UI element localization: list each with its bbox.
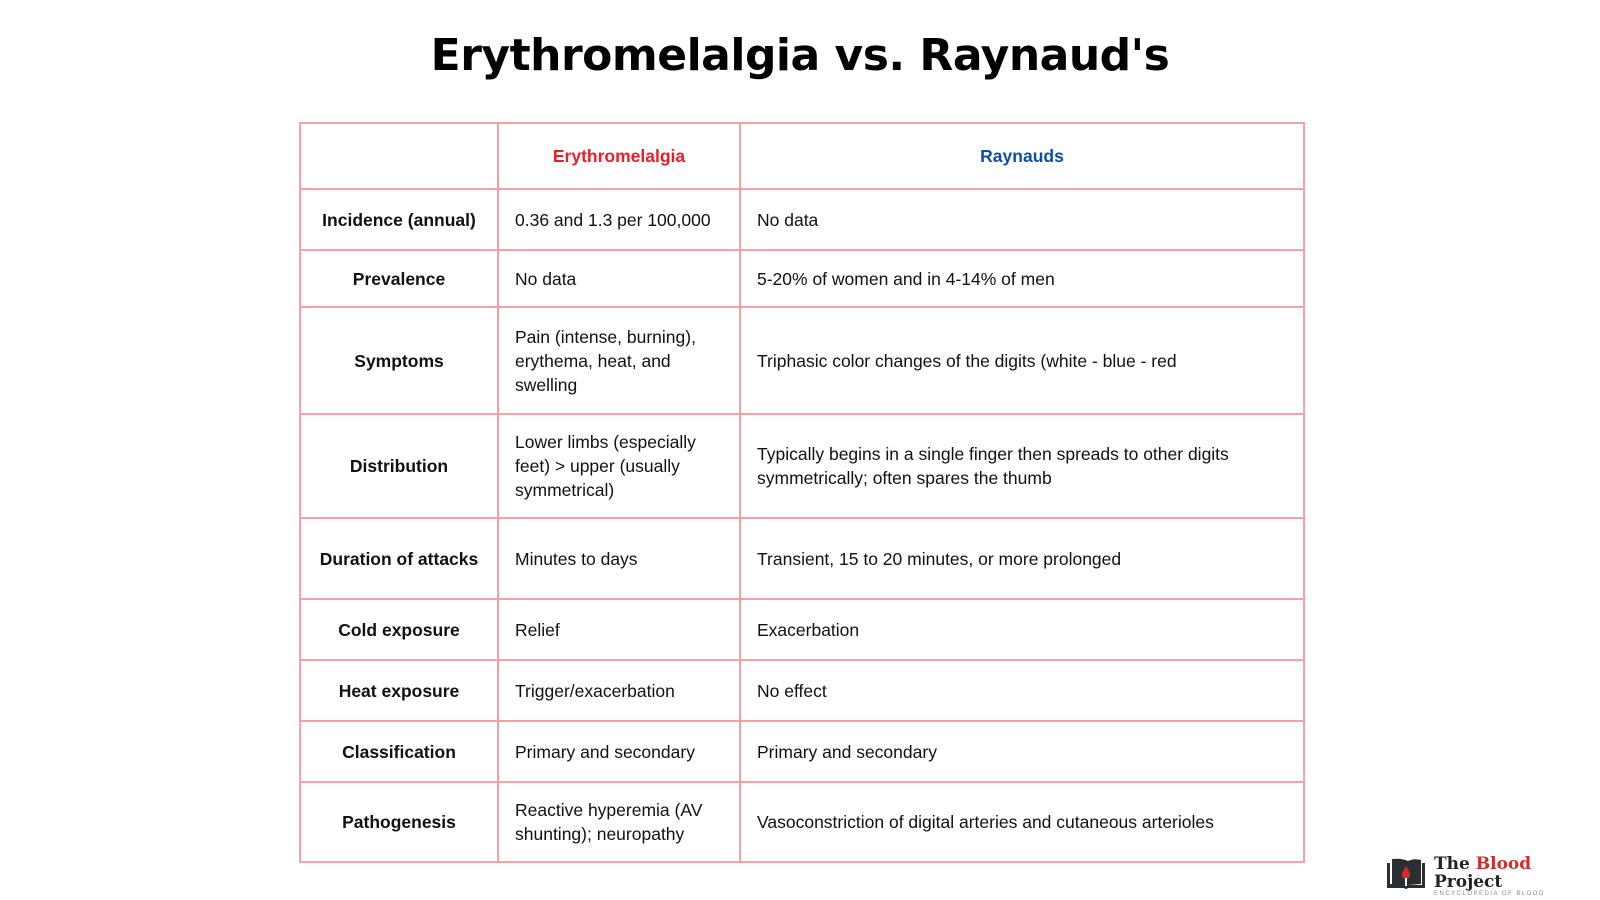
cell-erythromelalgia: Minutes to days	[498, 518, 740, 599]
open-book-blood-drop-icon	[1384, 857, 1428, 895]
header-raynauds: Raynauds	[740, 123, 1304, 189]
row-label: Prevalence	[300, 250, 498, 307]
page-title: Erythromelalgia vs. Raynaud's	[430, 30, 1170, 81]
cell-erythromelalgia: Pain (intense, burning), erythema, heat, and swelling	[498, 307, 740, 414]
cell-raynauds: Vasoconstriction of digital arteries and cutaneous arterioles	[740, 782, 1304, 862]
blood-project-logo	[1384, 855, 1600, 897]
row-label: Cold exposure	[300, 599, 498, 660]
cell-raynauds: Primary and secondary	[740, 721, 1304, 782]
table-row	[300, 189, 1304, 250]
logo-name: The Blood Project	[1434, 854, 1532, 892]
row-label: Classification	[300, 721, 498, 782]
header-empty	[300, 123, 498, 189]
cell-erythromelalgia: 0.36 and 1.3 per 100,000	[498, 189, 740, 250]
table-row	[300, 721, 1304, 782]
table-row	[300, 660, 1304, 721]
table-row	[300, 518, 1304, 599]
cell-raynauds: Typically begins in a single finger then spreads to other digits symmetrically; often spares the thumb	[740, 414, 1304, 518]
cell-erythromelalgia: Lower limbs (especially feet) > upper (usually symmetrical)	[498, 414, 740, 518]
cell-erythromelalgia: Reactive hyperemia (AV shunting); neuropathy	[498, 782, 740, 862]
table-row	[300, 307, 1304, 414]
cell-raynauds: No data	[740, 189, 1304, 250]
logo-tagline: ENCYCLOPEDIA OF BLOOD	[1434, 891, 1545, 897]
row-label: Duration of attacks	[300, 518, 498, 599]
row-label: Distribution	[300, 414, 498, 518]
row-label: Incidence (annual)	[300, 189, 498, 250]
cell-raynauds: 5-20% of women and in 4-14% of men	[740, 250, 1304, 307]
cell-raynauds: Exacerbation	[740, 599, 1304, 660]
table-row	[300, 782, 1304, 862]
table-row	[300, 414, 1304, 518]
table-row	[300, 599, 1304, 660]
cell-erythromelalgia: No data	[498, 250, 740, 307]
row-label: Pathogenesis	[300, 782, 498, 862]
cell-erythromelalgia: Trigger/exacerbation	[498, 660, 740, 721]
cell-raynauds: Triphasic color changes of the digits (white - blue - red	[740, 307, 1304, 414]
row-label: Heat exposure	[300, 660, 498, 721]
comparison-table	[299, 122, 1305, 863]
table-header-row	[300, 123, 1304, 189]
cell-raynauds: Transient, 15 to 20 minutes, or more prolonged	[740, 518, 1304, 599]
header-erythromelalgia: Erythromelalgia	[498, 123, 740, 189]
table-row	[300, 250, 1304, 307]
cell-raynauds: No effect	[740, 660, 1304, 721]
cell-erythromelalgia: Relief	[498, 599, 740, 660]
cell-erythromelalgia: Primary and secondary	[498, 721, 740, 782]
row-label: Symptoms	[300, 307, 498, 414]
